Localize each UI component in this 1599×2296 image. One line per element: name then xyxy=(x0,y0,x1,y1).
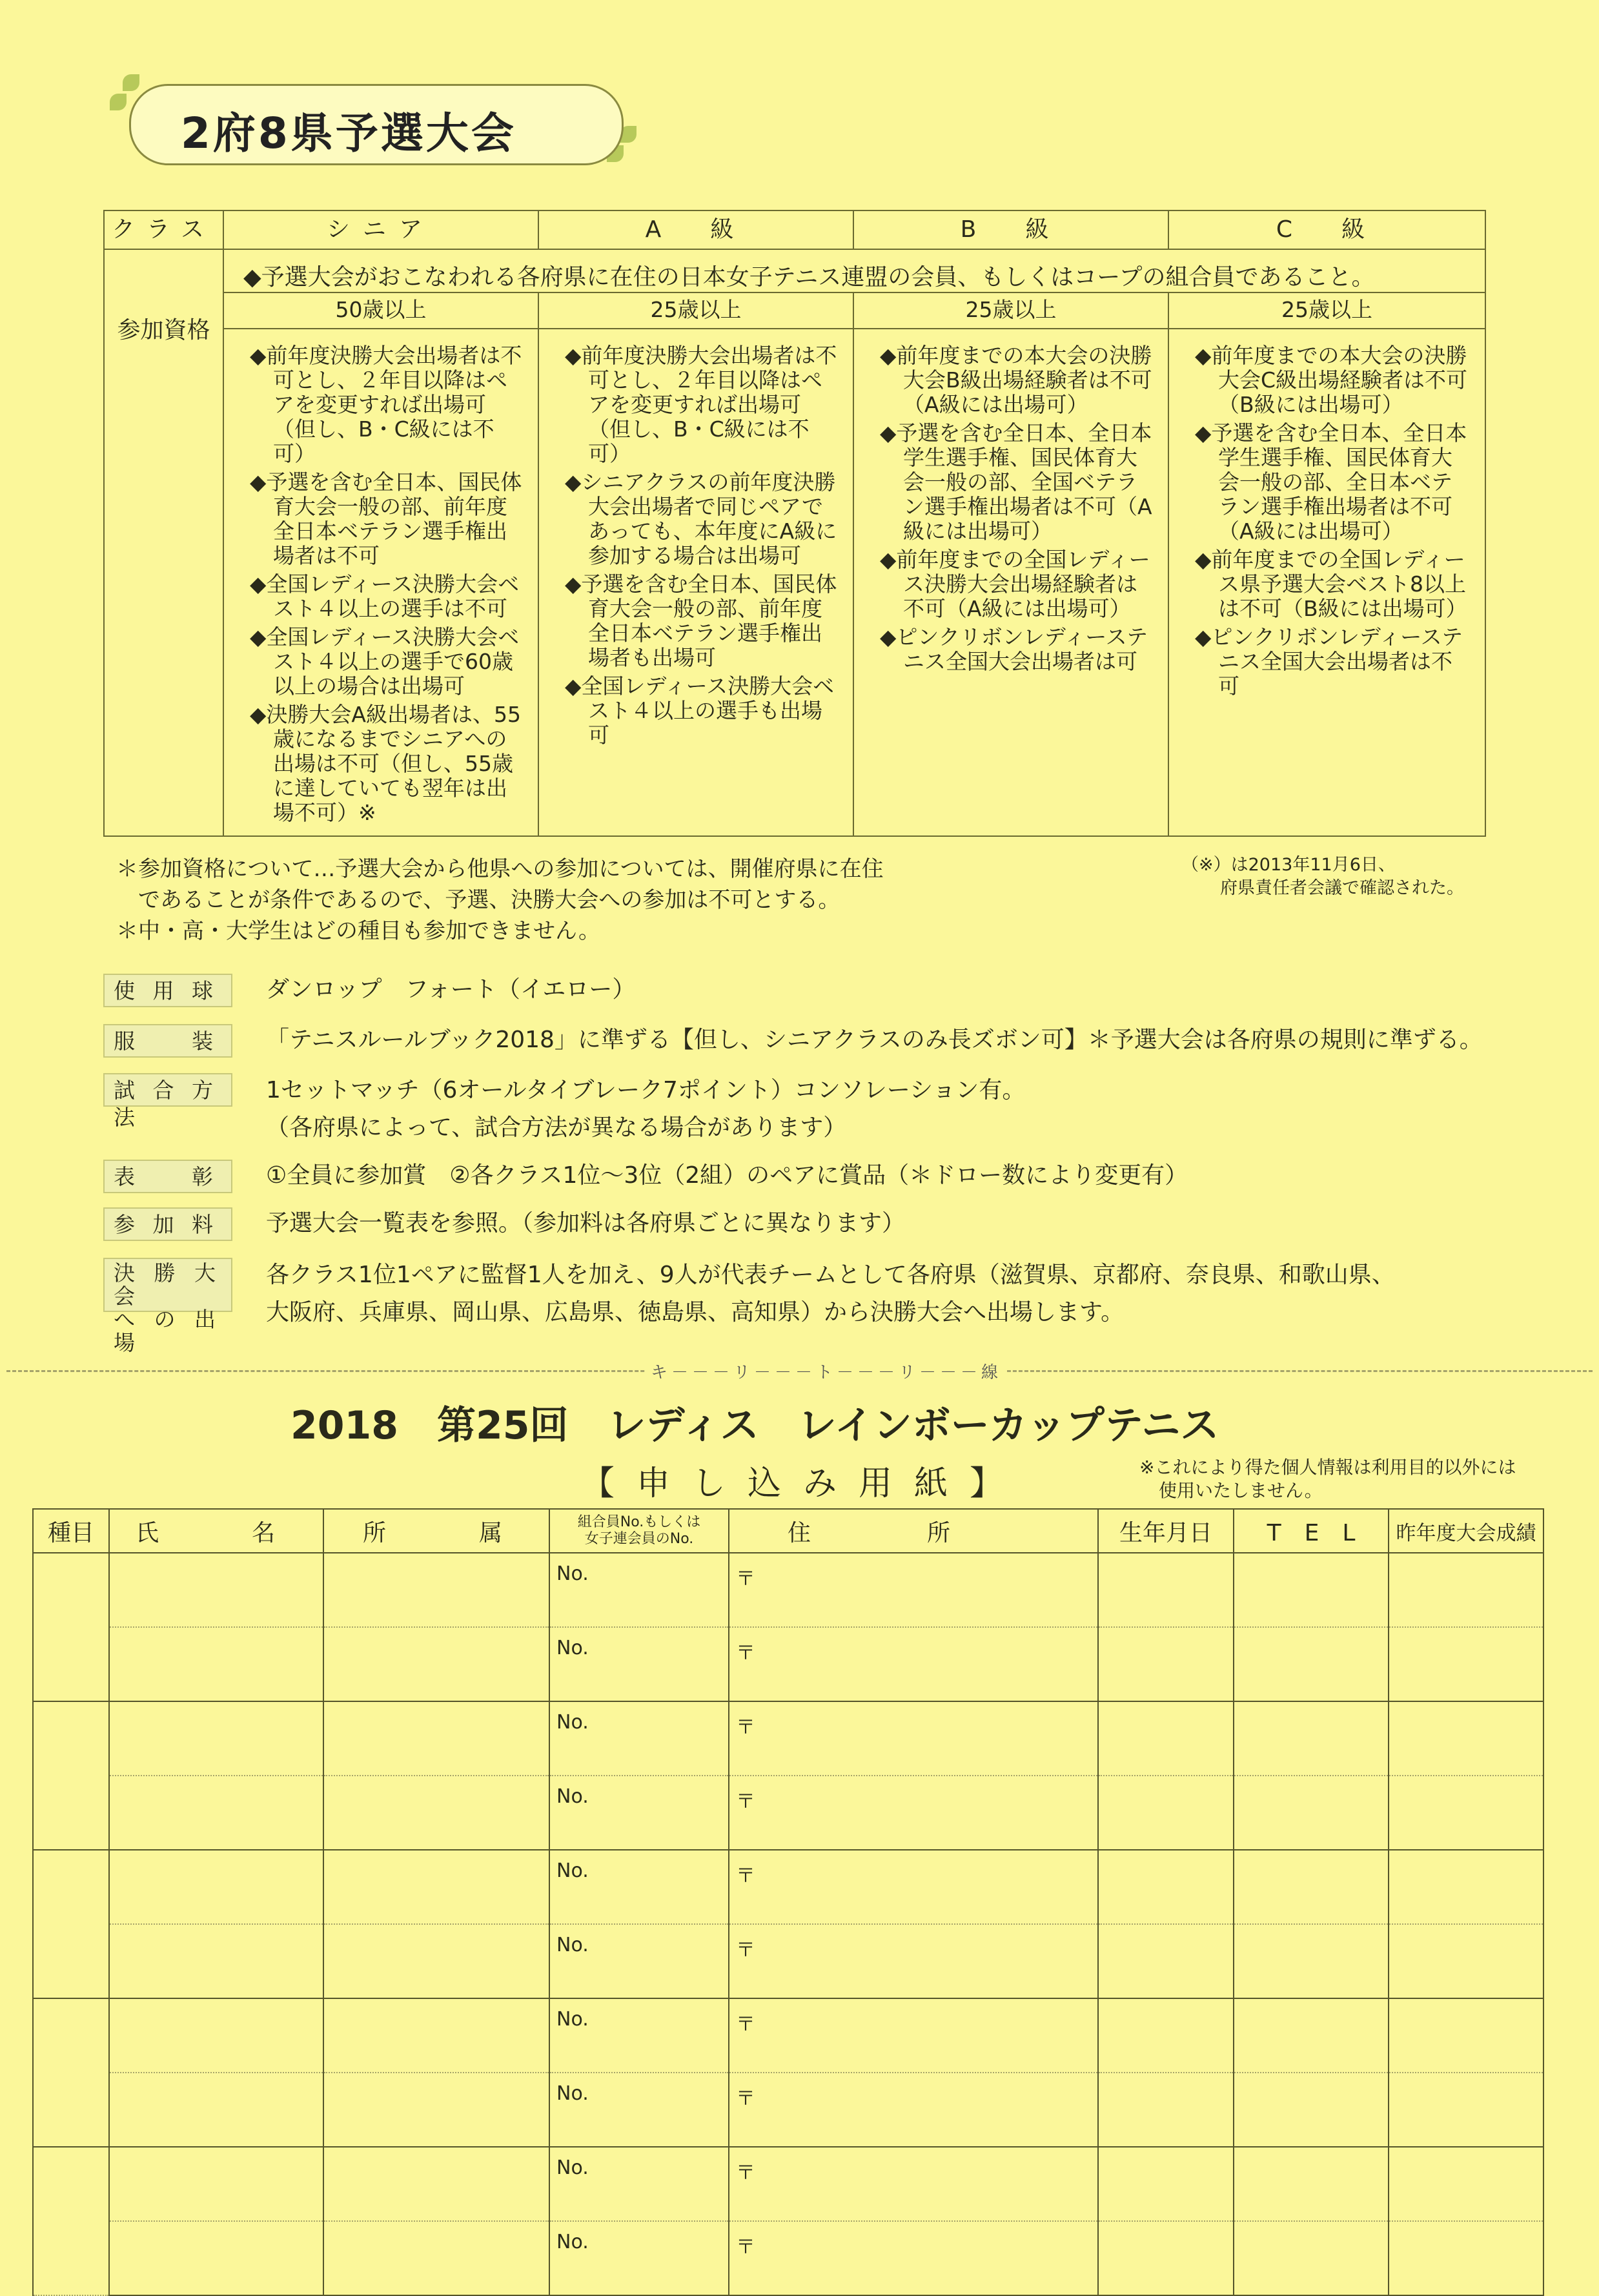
condition-item: ◆ピンクリボンレディーステニス全国大会出場者は不可 xyxy=(1195,624,1463,699)
condition-item: ◆全国レディース決勝大会ベスト４以上の選手は不可 xyxy=(250,571,520,621)
match-format-label: 試合方法 xyxy=(103,1073,232,1107)
address-cell[interactable] xyxy=(729,1627,1098,1701)
name-cell[interactable] xyxy=(109,2147,323,2221)
conditions-senior xyxy=(223,329,538,836)
conditions-a xyxy=(538,329,853,836)
note-line: であることが条件であるので、予選、決勝大会への参加は不可とする。 xyxy=(116,887,840,913)
postal-mark: 〒 xyxy=(736,1716,755,1739)
member-no-cell[interactable] xyxy=(549,1776,729,1850)
name-cell[interactable] xyxy=(109,1553,323,1627)
header-birthdate: 生年月日 xyxy=(1098,1509,1234,1553)
postal-mark: 〒 xyxy=(736,1642,755,1665)
condition-item: ◆シニアクラスの前年度決勝大会出場者で同じペアであっても、本年度にA級に参加する場合は出場可 xyxy=(565,469,837,568)
result-cell[interactable] xyxy=(1389,2147,1543,2221)
postal-mark: 〒 xyxy=(736,1939,755,1962)
final-entry-text-2: 大阪府、兵庫県、岡山県、広島県、徳島県、高知県）から決勝大会へ出場します。 xyxy=(266,1299,1125,1326)
result-cell[interactable] xyxy=(1389,1998,1543,2073)
no-label: No. xyxy=(556,1785,589,1808)
affiliation-cell[interactable] xyxy=(323,2073,549,2147)
no-label: No. xyxy=(556,1563,589,1585)
privacy-note-line: ※これにより得た個人情報は利用目的以外には xyxy=(1139,1457,1516,1478)
attire-text: 「テニスルールブック2018」に準ずる【但し、シニアクラスのみ長ズボン可】＊予選大会は各府県の規則に準ずる。 xyxy=(266,1027,1483,1053)
condition-item: ◆前年度決勝大会出場者は不可とし、２年目以降はペアを変更すれば出場可（但し、B・C級には不可） xyxy=(250,343,522,466)
award-label: 表彰 xyxy=(103,1160,232,1193)
eligibility-note xyxy=(116,854,884,947)
no-label: No. xyxy=(556,1637,589,1659)
event-cell[interactable] xyxy=(33,2147,109,2295)
condition-item: ◆予選を含む全日本、国民体育大会一般の部、前年度全日本ベテラン選手権出場者も出場可 xyxy=(565,571,837,670)
result-cell[interactable] xyxy=(1389,1627,1543,1701)
postal-mark: 〒 xyxy=(736,2087,755,2110)
result-cell[interactable] xyxy=(1389,1924,1543,1998)
tel-cell[interactable] xyxy=(1234,1553,1389,1627)
tel-cell[interactable] xyxy=(1234,2147,1389,2221)
address-cell[interactable] xyxy=(729,1924,1098,1998)
no-label: No. xyxy=(556,2008,589,2031)
no-label: No. xyxy=(556,2082,589,2105)
note-line: 府県責任者会議で確認された。 xyxy=(1220,878,1464,898)
final-entry-label xyxy=(103,1258,232,1355)
address-cell[interactable] xyxy=(729,2073,1098,2147)
birthdate-cell[interactable] xyxy=(1098,1924,1234,1998)
match-format-text: 1セットマッチ（6オールタイブレーク7ポイント）コンソレーション有。 xyxy=(266,1077,1026,1103)
no-label: No. xyxy=(556,1934,589,1956)
birthdate-cell[interactable] xyxy=(1098,1701,1234,1776)
age-c: 25歳以上 xyxy=(1168,292,1485,329)
attire-label: 服装 xyxy=(103,1024,232,1058)
tel-cell[interactable] xyxy=(1234,1998,1389,2073)
postal-mark: 〒 xyxy=(736,1790,755,1813)
affiliation-cell[interactable] xyxy=(323,1924,549,1998)
tel-cell[interactable] xyxy=(1234,1776,1389,1850)
affiliation-cell[interactable] xyxy=(323,1553,549,1627)
title-badge xyxy=(110,68,639,178)
event-cell[interactable] xyxy=(33,1998,109,2147)
tel-cell[interactable] xyxy=(1234,1627,1389,1701)
final-entry-text: 各クラス1位1ペアに監督1人を加え、9人が代表チームとして各府県（滋賀県、京都府、奈良県、和歌山県、 xyxy=(266,1262,1395,1288)
header-tel: T E L xyxy=(1234,1509,1389,1553)
result-cell[interactable] xyxy=(1389,1850,1543,1924)
event-cell[interactable] xyxy=(33,1850,109,1998)
header-address: 住 所 xyxy=(729,1509,1098,1553)
result-cell[interactable] xyxy=(1389,1701,1543,1776)
condition-item: ◆全国レディース決勝大会ベスト４以上の選手で60歳以上の場合は出場可 xyxy=(250,624,520,699)
column-header-c: C 級 xyxy=(1168,210,1485,249)
member-no-cell[interactable] xyxy=(549,1701,729,1776)
header-last-year-result: 昨年度大会成績 xyxy=(1389,1509,1543,1553)
birthdate-cell[interactable] xyxy=(1098,1850,1234,1924)
header-member-no-line2: 女子連会員のNo. xyxy=(584,1531,694,1547)
member-no-cell[interactable] xyxy=(549,1850,729,1924)
event-cell[interactable] xyxy=(33,1553,109,1701)
ball-label: 使用球 xyxy=(103,974,232,1007)
name-cell[interactable] xyxy=(109,1998,323,2073)
birthdate-cell[interactable] xyxy=(1098,2073,1234,2147)
birthdate-cell[interactable] xyxy=(1098,1776,1234,1850)
birthdate-cell[interactable] xyxy=(1098,1627,1234,1701)
name-cell[interactable] xyxy=(109,1924,323,1998)
condition-item: ◆前年度までの全国レディース決勝大会出場経験者は不可（A級には出場可） xyxy=(880,547,1150,621)
leaf-decoration-icon xyxy=(123,74,139,91)
postal-mark: 〒 xyxy=(736,1568,755,1590)
cut-line-label: キ－－－リ－－－ト－－－リ－－－線 xyxy=(646,1359,1007,1383)
tel-cell[interactable] xyxy=(1234,2221,1389,2295)
member-no-cell[interactable] xyxy=(549,2147,729,2221)
postal-mark: 〒 xyxy=(736,1865,755,1887)
affiliation-cell[interactable] xyxy=(323,2147,549,2221)
tel-cell[interactable] xyxy=(1234,1924,1389,1998)
class-header: クラス xyxy=(104,210,223,249)
birthdate-cell[interactable] xyxy=(1098,2221,1234,2295)
address-cell[interactable] xyxy=(729,2147,1098,2221)
conditions-c xyxy=(1168,329,1485,836)
address-cell[interactable] xyxy=(729,1998,1098,2073)
confirmation-note xyxy=(1181,854,1464,900)
column-header-a: A 級 xyxy=(538,210,853,249)
privacy-note xyxy=(1139,1456,1516,1502)
affiliation-cell[interactable] xyxy=(323,2221,549,2295)
member-no-cell[interactable] xyxy=(549,2221,729,2295)
name-cell[interactable] xyxy=(109,2221,323,2295)
leaf-decoration-icon xyxy=(110,94,127,110)
address-cell[interactable] xyxy=(729,2221,1098,2295)
age-a: 25歳以上 xyxy=(538,292,853,329)
member-no-cell[interactable] xyxy=(549,1627,729,1701)
member-no-cell[interactable] xyxy=(549,1998,729,2073)
application-form-table xyxy=(32,1508,1544,2296)
name-cell[interactable] xyxy=(109,1627,323,1701)
condition-item: ◆前年度までの本大会の決勝大会B級出場経験者は不可（A級には出場可） xyxy=(880,343,1152,417)
name-cell[interactable] xyxy=(109,1850,323,1924)
header-event: 種目 xyxy=(33,1509,109,1553)
result-cell[interactable] xyxy=(1389,1553,1543,1627)
column-header-senior: シニア xyxy=(223,210,538,249)
condition-item: ◆予選を含む全日本、全日本学生選手権、国民体育大会一般の部、全日本ベテラン選手権出場者は不可（A級には出場可） xyxy=(1195,420,1467,544)
qualification-label: 参加資格 xyxy=(104,249,223,836)
address-cell[interactable] xyxy=(729,1776,1098,1850)
name-cell[interactable] xyxy=(109,1776,323,1850)
name-cell[interactable] xyxy=(109,2073,323,2147)
final-entry-label-line2: への出場 xyxy=(114,1307,222,1355)
address-cell[interactable] xyxy=(729,1553,1098,1627)
age-b: 25歳以上 xyxy=(853,292,1168,329)
header-member-no-line1: 組合員No.もしくは xyxy=(577,1514,701,1530)
privacy-note-line: 使用いたしません。 xyxy=(1159,1480,1323,1501)
form-title: 2018 第25回 レディス レインボーカップテニス xyxy=(290,1403,1219,1448)
form-subtitle: 【申し込み用紙】 xyxy=(581,1464,1026,1503)
note-line: （※）は2013年11月6日、 xyxy=(1181,855,1396,875)
condition-item: ◆決勝大会A級出場者は、55歳になるまでシニアへの出場は不可（但し、55歳に達していても翌年は出場不可）※ xyxy=(250,702,521,825)
affiliation-cell[interactable] xyxy=(323,1776,549,1850)
no-label: No. xyxy=(556,2231,589,2253)
award-text: ①全員に参加賞 ②各クラス1位〜3位（2組）のペアに賞品（＊ドロー数により変更有） xyxy=(266,1162,1188,1189)
birthdate-cell[interactable] xyxy=(1098,1998,1234,2073)
no-label: No. xyxy=(556,1860,589,1882)
result-cell[interactable] xyxy=(1389,2221,1543,2295)
ball-text: ダンロップ フォート（イエロー） xyxy=(266,976,636,1003)
page-title: 2府8県予選大会 xyxy=(181,108,516,158)
note-line: ＊中・高・大学生はどの種目も参加できません。 xyxy=(116,918,601,944)
condition-item: ◆ピンクリボンレディーステニス全国大会出場者は可 xyxy=(880,624,1148,674)
member-no-cell[interactable] xyxy=(549,1553,729,1627)
birthdate-cell[interactable] xyxy=(1098,2147,1234,2221)
no-label: No. xyxy=(556,1711,589,1734)
address-cell[interactable] xyxy=(729,1701,1098,1776)
note-line: ＊参加資格について…予選大会から他県への参加については、開催府県に在住 xyxy=(116,856,884,882)
fee-text: 予選大会一覧表を参照。（参加料は各府県ごとに異なります） xyxy=(266,1210,906,1236)
affiliation-cell[interactable] xyxy=(323,1850,549,1924)
common-requirement: ◆予選大会がおこなわれる各府県に在住の日本女子テニス連盟の会員、もしくはコープの組合員であること。 xyxy=(223,249,1485,292)
condition-item: ◆全国レディース決勝大会ベスト４以上の選手も出場可 xyxy=(565,673,835,748)
header-name: 氏 名 xyxy=(109,1509,323,1553)
no-label: No. xyxy=(556,2157,589,2179)
column-header-b: B 級 xyxy=(853,210,1168,249)
tel-cell[interactable] xyxy=(1234,1850,1389,1924)
conditions-b xyxy=(853,329,1168,836)
condition-item: ◆予選を含む全日本、国民体育大会一般の部、前年度全日本ベテラン選手権出場者は不可 xyxy=(250,469,522,568)
condition-item: ◆前年度決勝大会出場者は不可とし、２年目以降はペアを変更すれば出場可（但し、B・C級には不可） xyxy=(565,343,837,466)
postal-mark: 〒 xyxy=(736,2162,755,2184)
condition-item: ◆予選を含む全日本、全日本学生選手権、国民体育大会一般の部、全国ベテラン選手権出場者は不可（A級には出場可） xyxy=(880,420,1152,544)
affiliation-cell[interactable] xyxy=(323,1998,549,2073)
final-entry-label-line1: 決勝大会 xyxy=(114,1260,222,1309)
header-member-no xyxy=(549,1509,729,1553)
tel-cell[interactable] xyxy=(1234,2073,1389,2147)
result-cell[interactable] xyxy=(1389,2073,1543,2147)
affiliation-cell[interactable] xyxy=(323,1701,549,1776)
tel-cell[interactable] xyxy=(1234,1701,1389,1776)
member-no-cell[interactable] xyxy=(549,1924,729,1998)
address-cell[interactable] xyxy=(729,1850,1098,1924)
fee-label: 参加料 xyxy=(103,1207,232,1241)
affiliation-cell[interactable] xyxy=(323,1627,549,1701)
age-senior: 50歳以上 xyxy=(223,292,538,329)
header-affiliation: 所 属 xyxy=(323,1509,549,1553)
condition-item: ◆前年度までの本大会の決勝大会C級出場経験者は不可（B級には出場可） xyxy=(1195,343,1468,417)
postal-mark: 〒 xyxy=(736,2013,755,2036)
birthdate-cell[interactable] xyxy=(1098,1553,1234,1627)
condition-item: ◆前年度までの全国レディース県予選大会ベスト8以上は不可（B級には出場可） xyxy=(1195,547,1467,621)
name-cell[interactable] xyxy=(109,1701,323,1776)
eligibility-table xyxy=(103,210,1486,837)
postal-mark: 〒 xyxy=(736,2236,755,2259)
member-no-cell[interactable] xyxy=(549,2073,729,2147)
event-cell[interactable] xyxy=(33,1701,109,1850)
result-cell[interactable] xyxy=(1389,1776,1543,1850)
match-format-text-2: （各府県によって、試合方法が異なる場合があります） xyxy=(266,1114,847,1141)
